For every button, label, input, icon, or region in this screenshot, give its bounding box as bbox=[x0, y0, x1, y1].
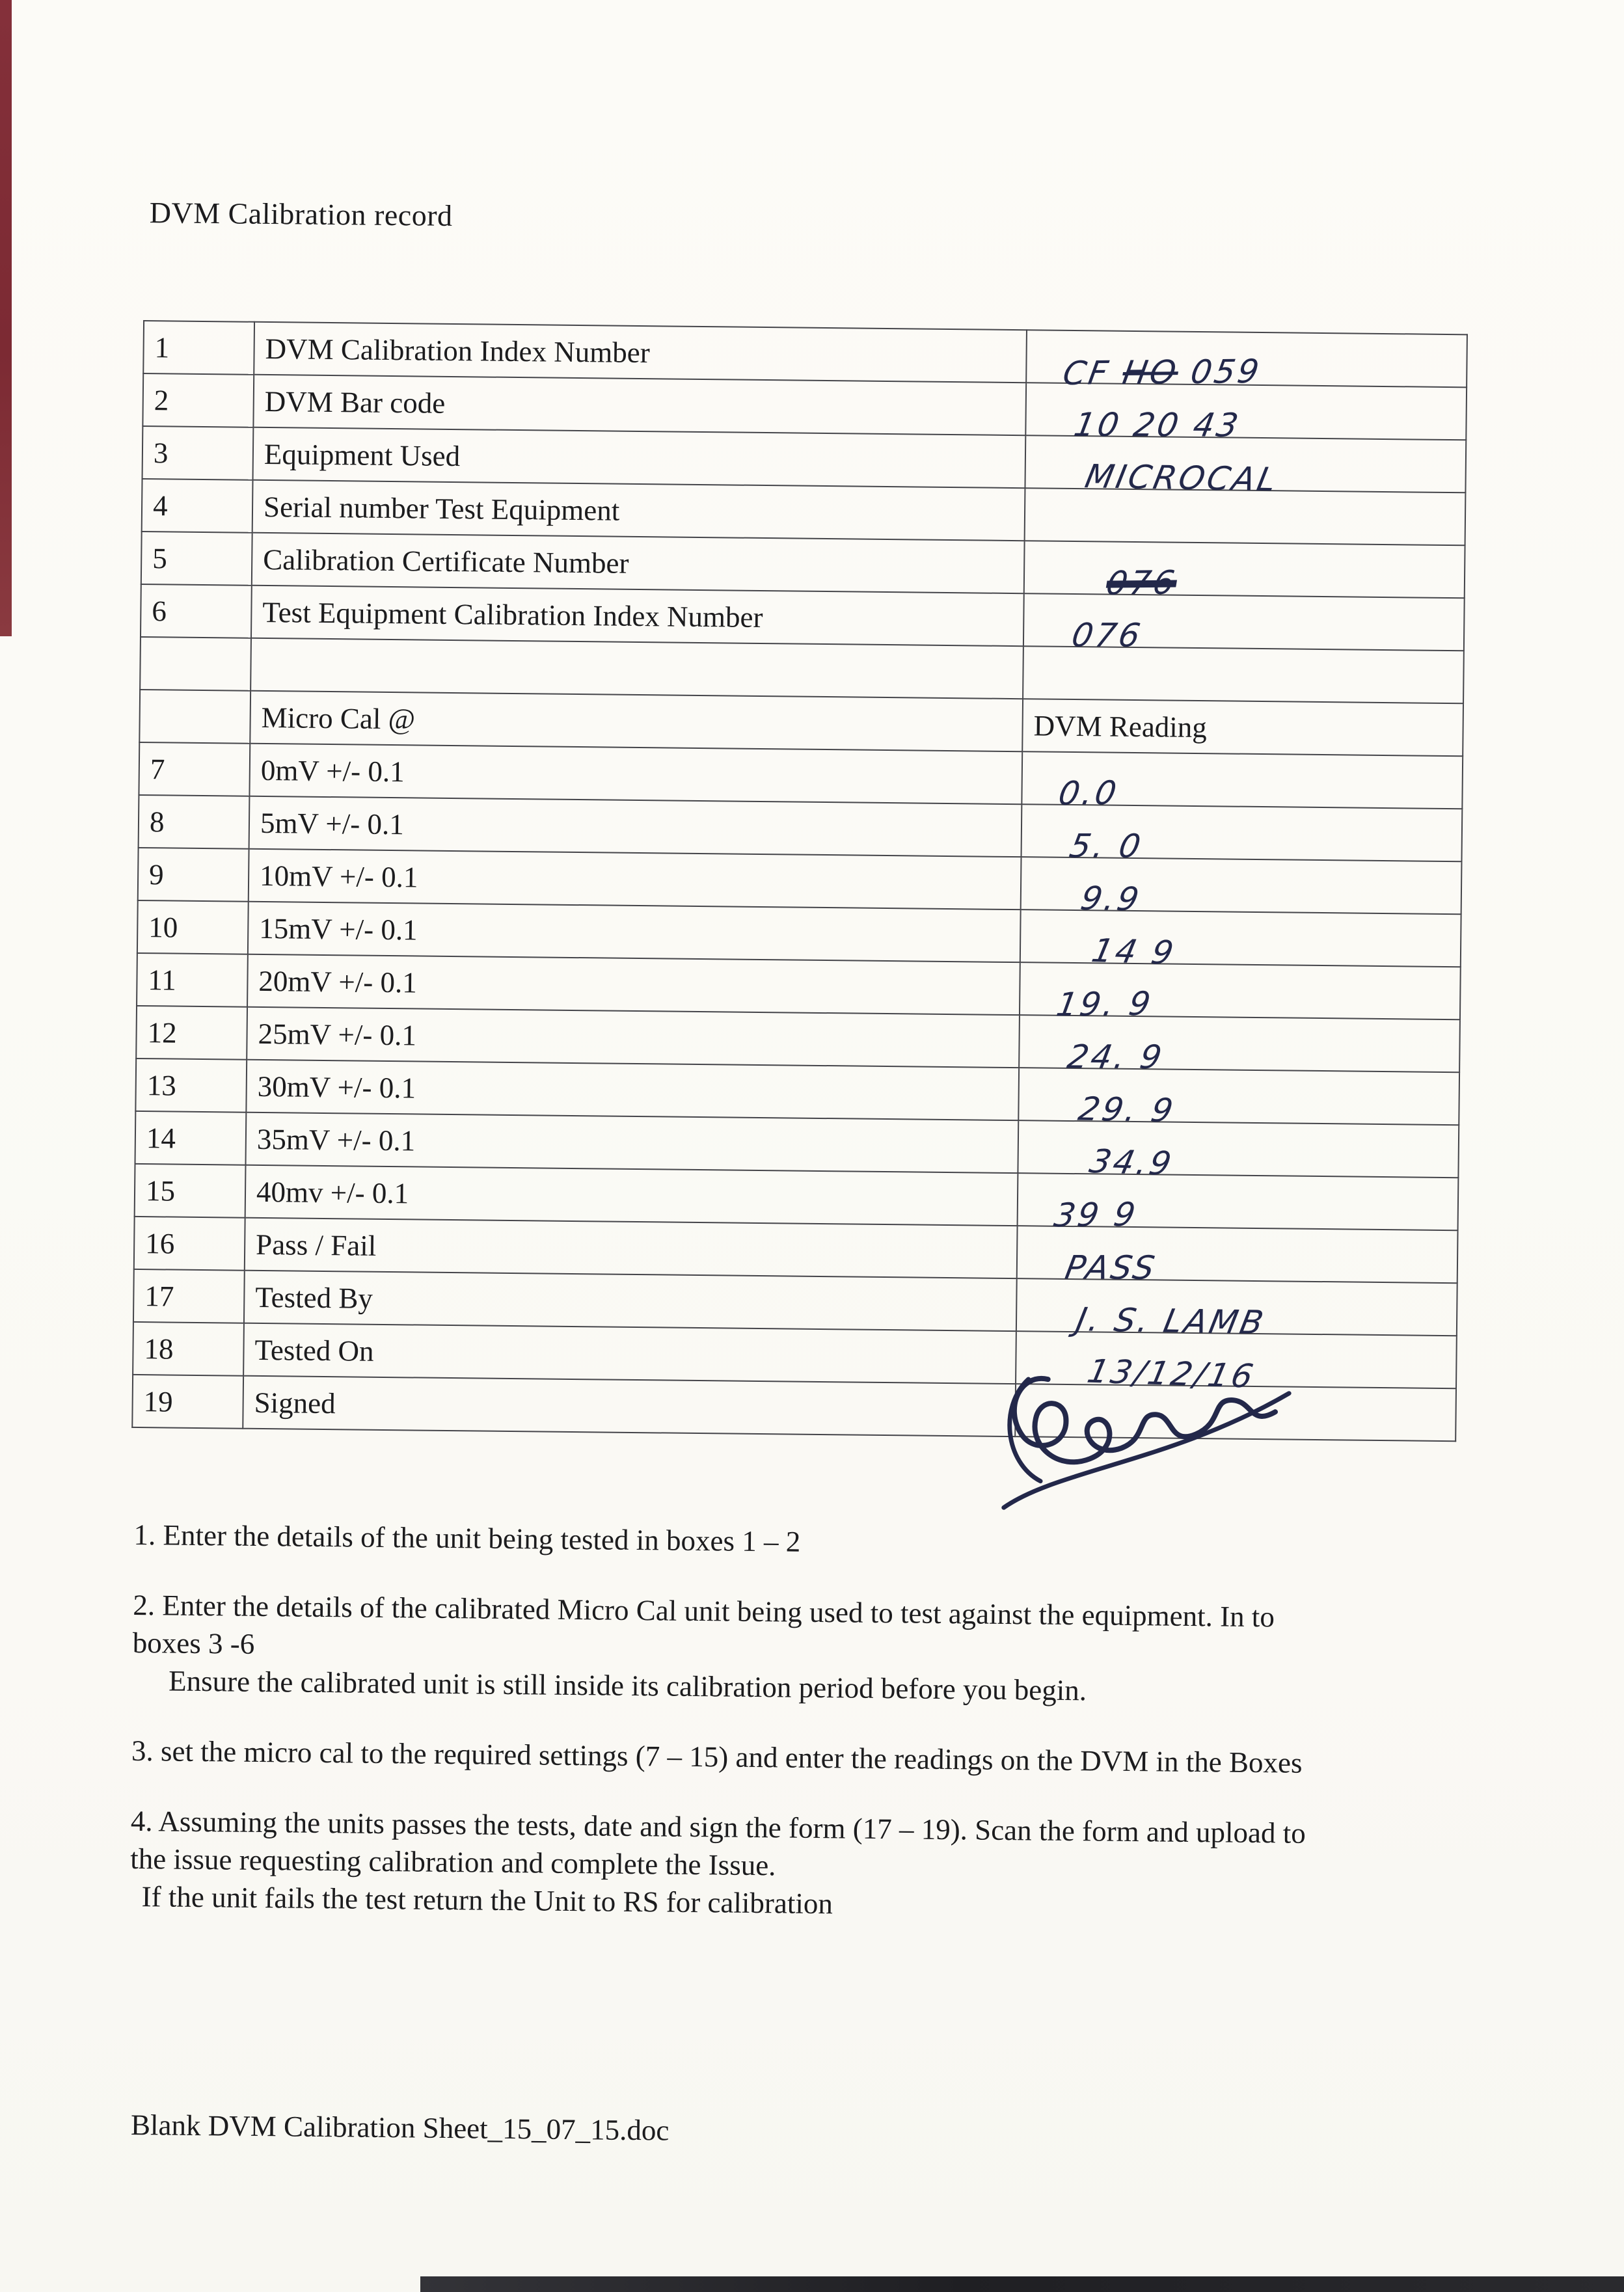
instruction-line: Ensure the calibrated unit is still inside its calibration period before you begin. bbox=[168, 1664, 1087, 1707]
row-number: 18 bbox=[133, 1322, 244, 1376]
row-number: 15 bbox=[135, 1164, 246, 1218]
instruction-line: boxes 3 -6 bbox=[132, 1626, 255, 1660]
row-value bbox=[1018, 1068, 1459, 1129]
row-label: Test Equipment Calibration Index Number bbox=[251, 586, 1024, 646]
row-number: 6 bbox=[141, 584, 252, 638]
row-number: 19 bbox=[132, 1375, 243, 1429]
row-label: 35mV +/- 0.1 bbox=[245, 1112, 1018, 1173]
row-value bbox=[1020, 962, 1461, 1023]
calibration-form-table bbox=[131, 320, 1468, 1442]
instruction-line: 3. set the micro cal to the required settings (7 – 15) and enter the readings on the DVM in the Boxes bbox=[131, 1734, 1303, 1779]
row-label: DVM Calibration Index Number bbox=[254, 322, 1027, 383]
instruction-paragraph bbox=[132, 1586, 1519, 1714]
handwritten-value: MICROCAL bbox=[1082, 457, 1282, 498]
row-value bbox=[1019, 1015, 1460, 1076]
row-label: 30mV +/- 0.1 bbox=[246, 1060, 1019, 1120]
row-number: 17 bbox=[133, 1269, 245, 1323]
page-title: DVM Calibration record bbox=[149, 196, 453, 232]
file-name: Blank DVM Calibration Sheet_15_07_15.doc bbox=[130, 2108, 670, 2147]
row-label: Signed bbox=[243, 1376, 1016, 1436]
handwritten-value: 076 bbox=[1103, 563, 1180, 602]
scan-artifact-bottom-bar bbox=[420, 2276, 1624, 2292]
row-number: 3 bbox=[142, 426, 254, 480]
row-number: 4 bbox=[142, 479, 253, 533]
row-number: 8 bbox=[139, 795, 250, 849]
row-label: Micro Cal @ bbox=[250, 691, 1023, 751]
handwritten-value: 14 9 bbox=[1089, 931, 1180, 972]
row-number: 10 bbox=[137, 900, 249, 954]
handwritten-value: 29. 9 bbox=[1075, 1090, 1179, 1129]
row-value bbox=[1018, 1120, 1459, 1183]
handwritten-value: 39 9 bbox=[1051, 1195, 1141, 1234]
row-number: 14 bbox=[135, 1111, 247, 1165]
instruction-line: If the unit fails the test return the Unit to RS for calibration bbox=[141, 1880, 833, 1921]
handwritten-value: 34.9 bbox=[1086, 1142, 1177, 1183]
row-number: 7 bbox=[139, 742, 250, 796]
row-number: 5 bbox=[141, 532, 252, 586]
row-value bbox=[1017, 1226, 1458, 1287]
row-label: DVM Bar code bbox=[253, 375, 1026, 435]
row-label: 20mV +/- 0.1 bbox=[247, 954, 1020, 1015]
row-value bbox=[1024, 541, 1465, 602]
handwritten-value: 076 bbox=[1068, 615, 1146, 654]
row-number bbox=[139, 690, 250, 744]
row-label: 10mV +/- 0.1 bbox=[249, 849, 1022, 910]
instruction-paragraph bbox=[129, 1802, 1517, 1930]
row-label: 0mV +/- 0.1 bbox=[249, 744, 1022, 804]
row-label bbox=[250, 638, 1023, 699]
row-label: Equipment Used bbox=[253, 427, 1026, 488]
row-value bbox=[1018, 1173, 1459, 1234]
row-value bbox=[1026, 330, 1467, 392]
row-number: 11 bbox=[137, 953, 248, 1007]
row-value bbox=[1023, 593, 1465, 654]
row-value bbox=[1020, 910, 1461, 972]
row-label: Serial number Test Equipment bbox=[252, 480, 1025, 541]
row-number: 1 bbox=[143, 321, 254, 375]
handwritten-value: 0.0 bbox=[1055, 774, 1122, 813]
row-label: 40mv +/- 0.1 bbox=[245, 1165, 1018, 1226]
handwritten-value: PASS bbox=[1062, 1248, 1160, 1287]
row-label: Pass / Fail bbox=[245, 1218, 1018, 1278]
instruction-line: the issue requesting calibration and complete the Issue. bbox=[130, 1842, 776, 1882]
handwritten-value: 19. 9 bbox=[1053, 984, 1156, 1023]
row-value bbox=[1025, 435, 1466, 498]
row-label: 25mV +/- 0.1 bbox=[247, 1007, 1020, 1068]
column-header-dvm-reading: DVM Reading bbox=[1022, 699, 1463, 756]
row-number: 12 bbox=[136, 1006, 247, 1060]
handwritten-value: 24. 9 bbox=[1064, 1037, 1167, 1076]
handwritten-value: 13/12/16 bbox=[1084, 1352, 1259, 1395]
instructions bbox=[129, 1516, 1520, 1962]
instruction-line: 1. Enter the details of the unit being tested in boxes 1 – 2 bbox=[133, 1518, 801, 1558]
handwritten-value: J. S. LAMB bbox=[1073, 1300, 1269, 1341]
handwritten-value: 9.9 bbox=[1077, 879, 1144, 918]
instruction-paragraph bbox=[131, 1732, 1517, 1784]
handwritten-value: CF HO 059 bbox=[1060, 352, 1264, 392]
row-label: Tested By bbox=[244, 1271, 1017, 1331]
handwritten-value: 10 20 43 bbox=[1071, 405, 1244, 444]
calibration-table-body bbox=[132, 321, 1467, 1441]
row-number: 2 bbox=[142, 373, 254, 427]
calibration-table bbox=[131, 320, 1467, 1442]
row-value bbox=[1021, 857, 1462, 918]
row-label: Tested On bbox=[243, 1323, 1016, 1384]
row-label: 15mV +/- 0.1 bbox=[248, 902, 1021, 962]
scan-artifact-left-strip bbox=[0, 0, 12, 636]
instruction-line: 2. Enter the details of the calibrated Micro Cal unit being used to test against the equipment. In to bbox=[133, 1588, 1275, 1634]
row-number bbox=[140, 637, 251, 691]
instruction-paragraph bbox=[133, 1516, 1519, 1568]
row-value bbox=[1022, 804, 1463, 865]
handwritten-value: 5. 0 bbox=[1066, 826, 1146, 865]
row-label: Calibration Certificate Number bbox=[252, 533, 1025, 593]
row-number: 16 bbox=[134, 1217, 245, 1271]
row-label: 5mV +/- 0.1 bbox=[249, 796, 1022, 857]
row-number: 9 bbox=[138, 848, 249, 902]
row-value bbox=[1023, 646, 1464, 703]
row-number: 13 bbox=[135, 1058, 247, 1112]
instruction-line: 4. Assuming the units passes the tests, date and sign the form (17 – 19). Scan the form and upload to bbox=[130, 1804, 1306, 1850]
row-value bbox=[1022, 751, 1463, 813]
